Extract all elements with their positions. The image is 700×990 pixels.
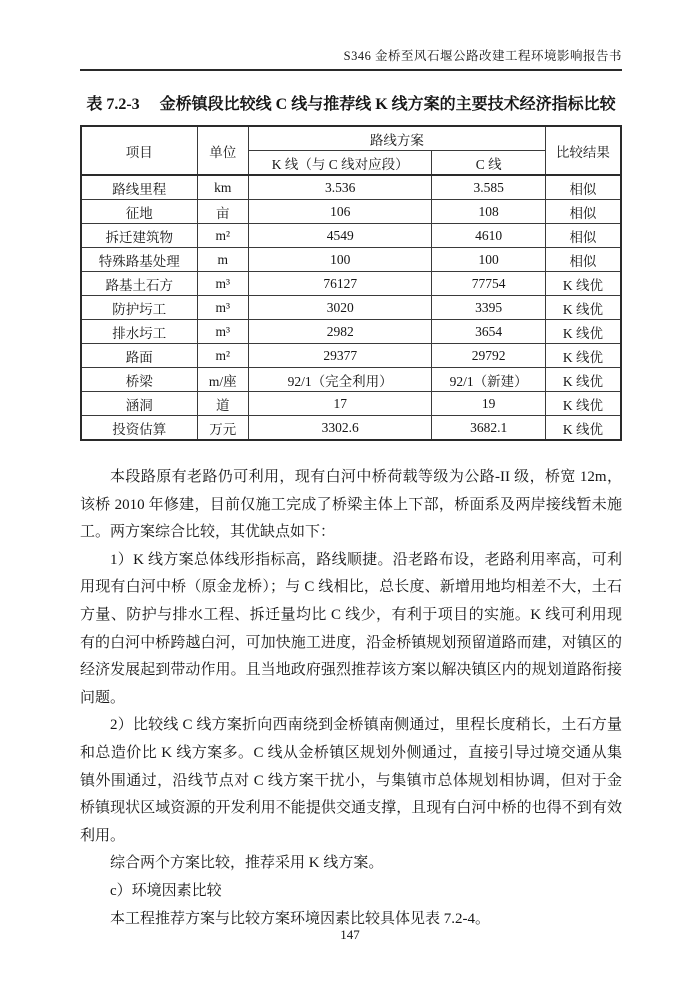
- cell-result: 相似: [545, 248, 621, 272]
- page-content: [80, 0, 622, 933]
- cell-c: 92/1（新建）: [432, 368, 545, 392]
- cell-unit: m³: [197, 272, 248, 296]
- cell-result: K 线优: [545, 296, 621, 320]
- cell-unit: m/座: [197, 368, 248, 392]
- cell-result: K 线优: [545, 320, 621, 344]
- cell-result: K 线优: [545, 272, 621, 296]
- header-rule: [80, 69, 622, 71]
- cell-item: 路面: [81, 344, 197, 368]
- cell-c: 77754: [432, 272, 545, 296]
- table-caption: [80, 91, 622, 114]
- cell-item: 拆迁建筑物: [81, 224, 197, 248]
- table-row: [81, 296, 621, 320]
- cell-k: 92/1（完全利用）: [248, 368, 432, 392]
- table-row: [81, 416, 621, 441]
- cell-unit: m: [197, 248, 248, 272]
- col-header-c-line: C 线: [432, 151, 545, 176]
- cell-item: 涵洞: [81, 392, 197, 416]
- col-header-item: 项目: [81, 126, 197, 175]
- cell-c: 3654: [432, 320, 545, 344]
- cell-result: K 线优: [545, 344, 621, 368]
- col-header-k-line: K 线（与 C 线对应段）: [248, 151, 432, 176]
- table-row: [81, 344, 621, 368]
- cell-result: K 线优: [545, 368, 621, 392]
- cell-result: K 线优: [545, 392, 621, 416]
- table-row: [81, 392, 621, 416]
- paragraph: 2）比较线 C 线方案折向西南绕到金桥镇南侧通过，里程长度稍长，土石方量和总造价比 K 线方案多。C 线从金桥镇区规划外侧通过，直接引导过境交通从集镇外围通过，沿线节点对 C 线方案干扰小，与集镇市总体规划相协调，但对于金桥镇现状区域资源的开发利用不能提供交通支撑，且现有白河中桥的也得不到有效利用。: [80, 717, 622, 844]
- cell-k: 3302.6: [248, 416, 432, 441]
- col-header-group: 路线方案: [248, 126, 545, 151]
- cell-item: 路基土石方: [81, 272, 197, 296]
- cell-result: K 线优: [545, 416, 621, 441]
- cell-k: 17: [248, 392, 432, 416]
- cell-c: 29792: [432, 344, 545, 368]
- cell-k: 29377: [248, 344, 432, 368]
- cell-k: 106: [248, 200, 432, 224]
- cell-unit: 万元: [197, 416, 248, 441]
- cell-unit: 道: [197, 392, 248, 416]
- cell-item: 特殊路基处理: [81, 248, 197, 272]
- cell-item: 路线里程: [81, 175, 197, 200]
- cell-unit: km: [197, 175, 248, 200]
- cell-c: 4610: [432, 224, 545, 248]
- table-caption-title: 金桥镇段比较线 C 线与推荐线 K 线方案的主要技术经济指标比较: [159, 96, 616, 113]
- cell-c: 19: [432, 392, 545, 416]
- running-header-title: S346 金桥至风石堰公路改建工程环境影响报告书: [343, 49, 622, 63]
- table-row: [81, 320, 621, 344]
- cell-result: 相似: [545, 175, 621, 200]
- cell-k: 100: [248, 248, 432, 272]
- cell-c: 3395: [432, 296, 545, 320]
- cell-k: 76127: [248, 272, 432, 296]
- paragraph: 本段路原有老路仍可利用，现有白河中桥荷载等级为公路-II 级，桥宽 12m，该桥 2010 年修建，目前仅施工完成了桥梁主体上下部，桥面系及两岸接线暂未施工。两方案综合比较，其优缺点如下：: [80, 469, 622, 541]
- cell-item: 桥梁: [81, 368, 197, 392]
- cell-result: 相似: [545, 200, 621, 224]
- cell-unit: m²: [197, 344, 248, 368]
- cell-unit: m³: [197, 320, 248, 344]
- cell-unit: m³: [197, 296, 248, 320]
- cell-item: 防护圬工: [81, 296, 197, 320]
- cell-k: 3.536: [248, 175, 432, 200]
- cell-c: 100: [432, 248, 545, 272]
- cell-k: 2982: [248, 320, 432, 344]
- table-header-row-1: [81, 126, 621, 151]
- col-header-unit: 单位: [197, 126, 248, 175]
- body-text: [80, 464, 622, 933]
- table-caption-label: 表 7.2-3: [86, 96, 140, 113]
- table-row: [81, 368, 621, 392]
- paragraph: c）环境因素比较: [110, 882, 222, 899]
- cell-item: 排水圬工: [81, 320, 197, 344]
- col-header-result: 比较结果: [545, 126, 621, 175]
- cell-item: 征地: [81, 200, 197, 224]
- table-row: [81, 200, 621, 224]
- paragraph: 1）K 线方案总体线形指标高，路线顺捷。沿老路布设，老路利用率高，可利用现有白河中桥（原金龙桥）；与 C 线相比，总长度、新增用地均相差不大，土石方量、防护与排水工程、拆迁量均比 C 线少，有利于项目的实施。K 线可利用现有的白河中桥跨越白河，可加快施工进度，沿金桥镇规划预留道路而建，对镇区的经济发展起到带动作用。且当地政府强烈推荐该方案以解决镇区内的规划道路衔接问题。: [80, 551, 622, 706]
- page-number: 147: [340, 927, 360, 942]
- paragraph: 本工程推荐方案与比较方案环境因素比较具体见表 7.2-4。: [110, 910, 490, 927]
- cell-c: 3682.1: [432, 416, 545, 441]
- cell-item: 投资估算: [81, 416, 197, 441]
- table-row: [81, 224, 621, 248]
- table-row: [81, 272, 621, 296]
- cell-c: 3.585: [432, 175, 545, 200]
- cell-k: 3020: [248, 296, 432, 320]
- cell-unit: m²: [197, 224, 248, 248]
- cell-unit: 亩: [197, 200, 248, 224]
- cell-result: 相似: [545, 224, 621, 248]
- cell-c: 108: [432, 200, 545, 224]
- table-row: [81, 248, 621, 272]
- cell-k: 4549: [248, 224, 432, 248]
- comparison-table: [80, 125, 622, 441]
- table-row: [81, 175, 621, 200]
- paragraph: 综合两个方案比较，推荐采用 K 线方案。: [110, 855, 384, 872]
- running-header: [80, 0, 622, 64]
